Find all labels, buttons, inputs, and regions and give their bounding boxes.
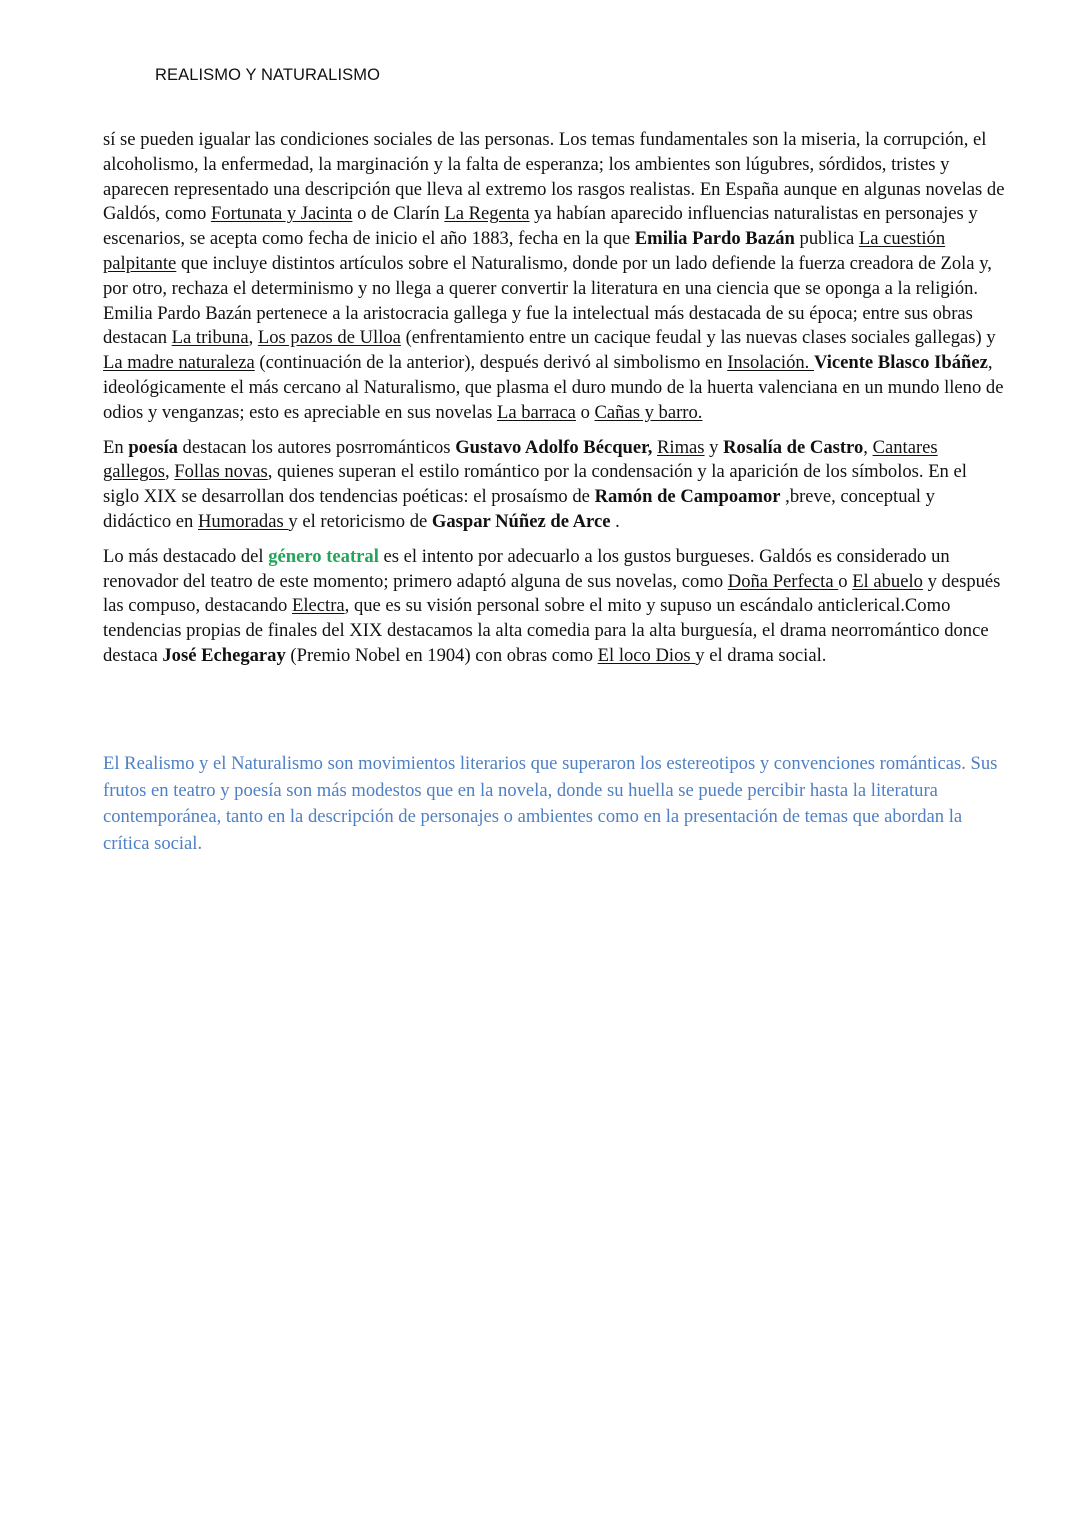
document-body [103,128,1005,679]
work-title-follas-novas: Follas novas [174,461,268,483]
text-run: destacan los autores posrrománticos [177,436,456,458]
text-run: , [164,461,175,483]
work-title-humoradas: Humoradas [198,510,289,532]
work-title-la-cuestion-palpitante: La cuestión palpitante [103,228,946,274]
text-run: y el drama social. [695,644,827,666]
author-rosalia-de-castro: Rosalía de Castro [723,436,864,458]
closing-paragraph: El Realismo y el Naturalismo son movimientos literarios que superaron los estereotipos y convenciones románticas. Sus frutos en teatro y poesía son más modestos que en la novela, donde su huella se puede percibir hasta la literatura contemporánea, tanto en la descripción de personajes o ambientes como en la presentación de temas que abordan la crítica social. [103,753,998,854]
author-gustavo-adolfo-becquer: Gustavo Adolfo Bécquer, [455,436,653,458]
work-title-rimas: Rimas [657,436,705,458]
text-run: es el intento por adecuarlo a los gustos burgueses. Galdós es considerado un renovador del teatro de este momento; primero adaptó alguna de sus novelas, como [103,545,950,592]
work-title-fortunata-y-jacinta: Fortunata y Jacinta [210,203,353,225]
work-title-la-tribuna: La tribuna [171,327,249,349]
keyword-poesia: poesía [128,436,178,458]
paragraph-theatre [103,545,1005,669]
text-run: publica [794,228,859,250]
work-title-el-loco-dios: El loco Dios [597,644,696,666]
work-title-cantares-gallegos: Cantares gallegos [103,436,938,483]
text-run: o [838,570,853,592]
text-run: , ideológicamente el más cercano al Naturalismo, que plasma el duro mundo de la huerta valenciana en un mundo lleno de odios y venganzas; esto es apreciable en sus novelas [103,352,1004,423]
keyword-genero-teatral: género teatral [268,545,379,567]
text-run: , [863,436,873,458]
text-run: . [610,510,620,532]
text-run: (enfrentamiento entre un cacique feudal y las nuevas clases sociales gallegas) y [400,327,996,349]
text-run: En [103,436,129,458]
paragraph-naturalism [103,128,1005,426]
text-run: sí se pueden igualar las condiciones sociales de las personas. Los temas fundamentales son la miseria, la corrupción, el alcoholismo, la enfermedad, la marginación y la falta de esperanza; los ambientes son lúgubres, sórdidos, tristes y aparecen representado una descripción que lleva al extremo los rasgos realistas. En España aunque en algunas novelas de Galdós, como [103,129,1005,225]
page-header-title: REALISMO Y NATURALISMO [155,66,381,84]
text-run: Lo más destacado del [103,545,269,567]
author-vicente-blasco-ibanez: Vicente Blasco Ibáñez [813,352,988,374]
text-run: ya habían aparecido influencias naturalistas en personajes y escenarios, se acepta como fecha de inicio el año 1883, fecha en la que [103,203,978,250]
author-emilia-pardo-bazan: Emilia Pardo Bazán [634,228,795,250]
work-title-dona-perfecta: Doña Perfecta [727,570,839,592]
work-title-electra: Electra [292,595,345,617]
text-run: o [575,401,595,423]
text-run: y [704,436,724,458]
text-run: (continuación de la anterior), después derivó al simbolismo en [254,352,728,374]
text-run: que incluye distintos artículos sobre el Naturalismo, donde por un lado defiende la fuerza creadora de Zola y, por otro, rechaza el determinismo y no llega a querer convertir la literatura en una ciencia que se oponga a la religión. Emilia Pardo Bazán pertenece a la aristocracia gallega y fue la intelectual más destacada de su época; entre sus obras destacan [103,252,992,349]
work-title-la-barraca: La barraca [496,401,576,423]
text-run: o de Clarín [352,203,445,225]
author-gaspar-nunez-de-arce: Gaspar Núñez de Arce [431,510,611,532]
paragraph-poetry [103,436,1005,535]
work-title-el-abuelo: El abuelo [852,570,923,592]
text-run: y después las compuso, destacando [103,570,1001,617]
work-title-insolacion: Insolación. [727,352,814,374]
text-run: ,breve, conceptual y didáctico en [103,486,935,532]
text-run: , [248,327,258,349]
text-run: , quienes superan el estilo romántico por la condensación y la aparición de los símbolos. En el siglo XIX se desarrollan dos tendencias poéticas: el prosaísmo de [103,461,967,508]
work-title-la-regenta: La Regenta [444,203,530,225]
text-run: , que es su visión personal sobre el mito y supuso un escándalo anticlerical.Como tendencias propias de finales del XIX destacamos la alta comedia para la alta burguesía, el drama neorromántico donce destaca [103,595,989,666]
text-run: y el retoricismo de [288,510,432,532]
author-jose-echegaray: José Echegaray [162,644,286,666]
work-title-los-pazos-de-ulloa: Los pazos de Ulloa [257,327,401,349]
work-title-la-madre-naturaleza: La madre naturaleza [103,352,255,374]
work-title-canas-y-barro: Cañas y barro. [594,401,703,423]
text-run: (Premio Nobel en 1904) con obras como [285,644,598,666]
author-ramon-de-campoamor: Ramón de Campoamor [594,486,781,508]
